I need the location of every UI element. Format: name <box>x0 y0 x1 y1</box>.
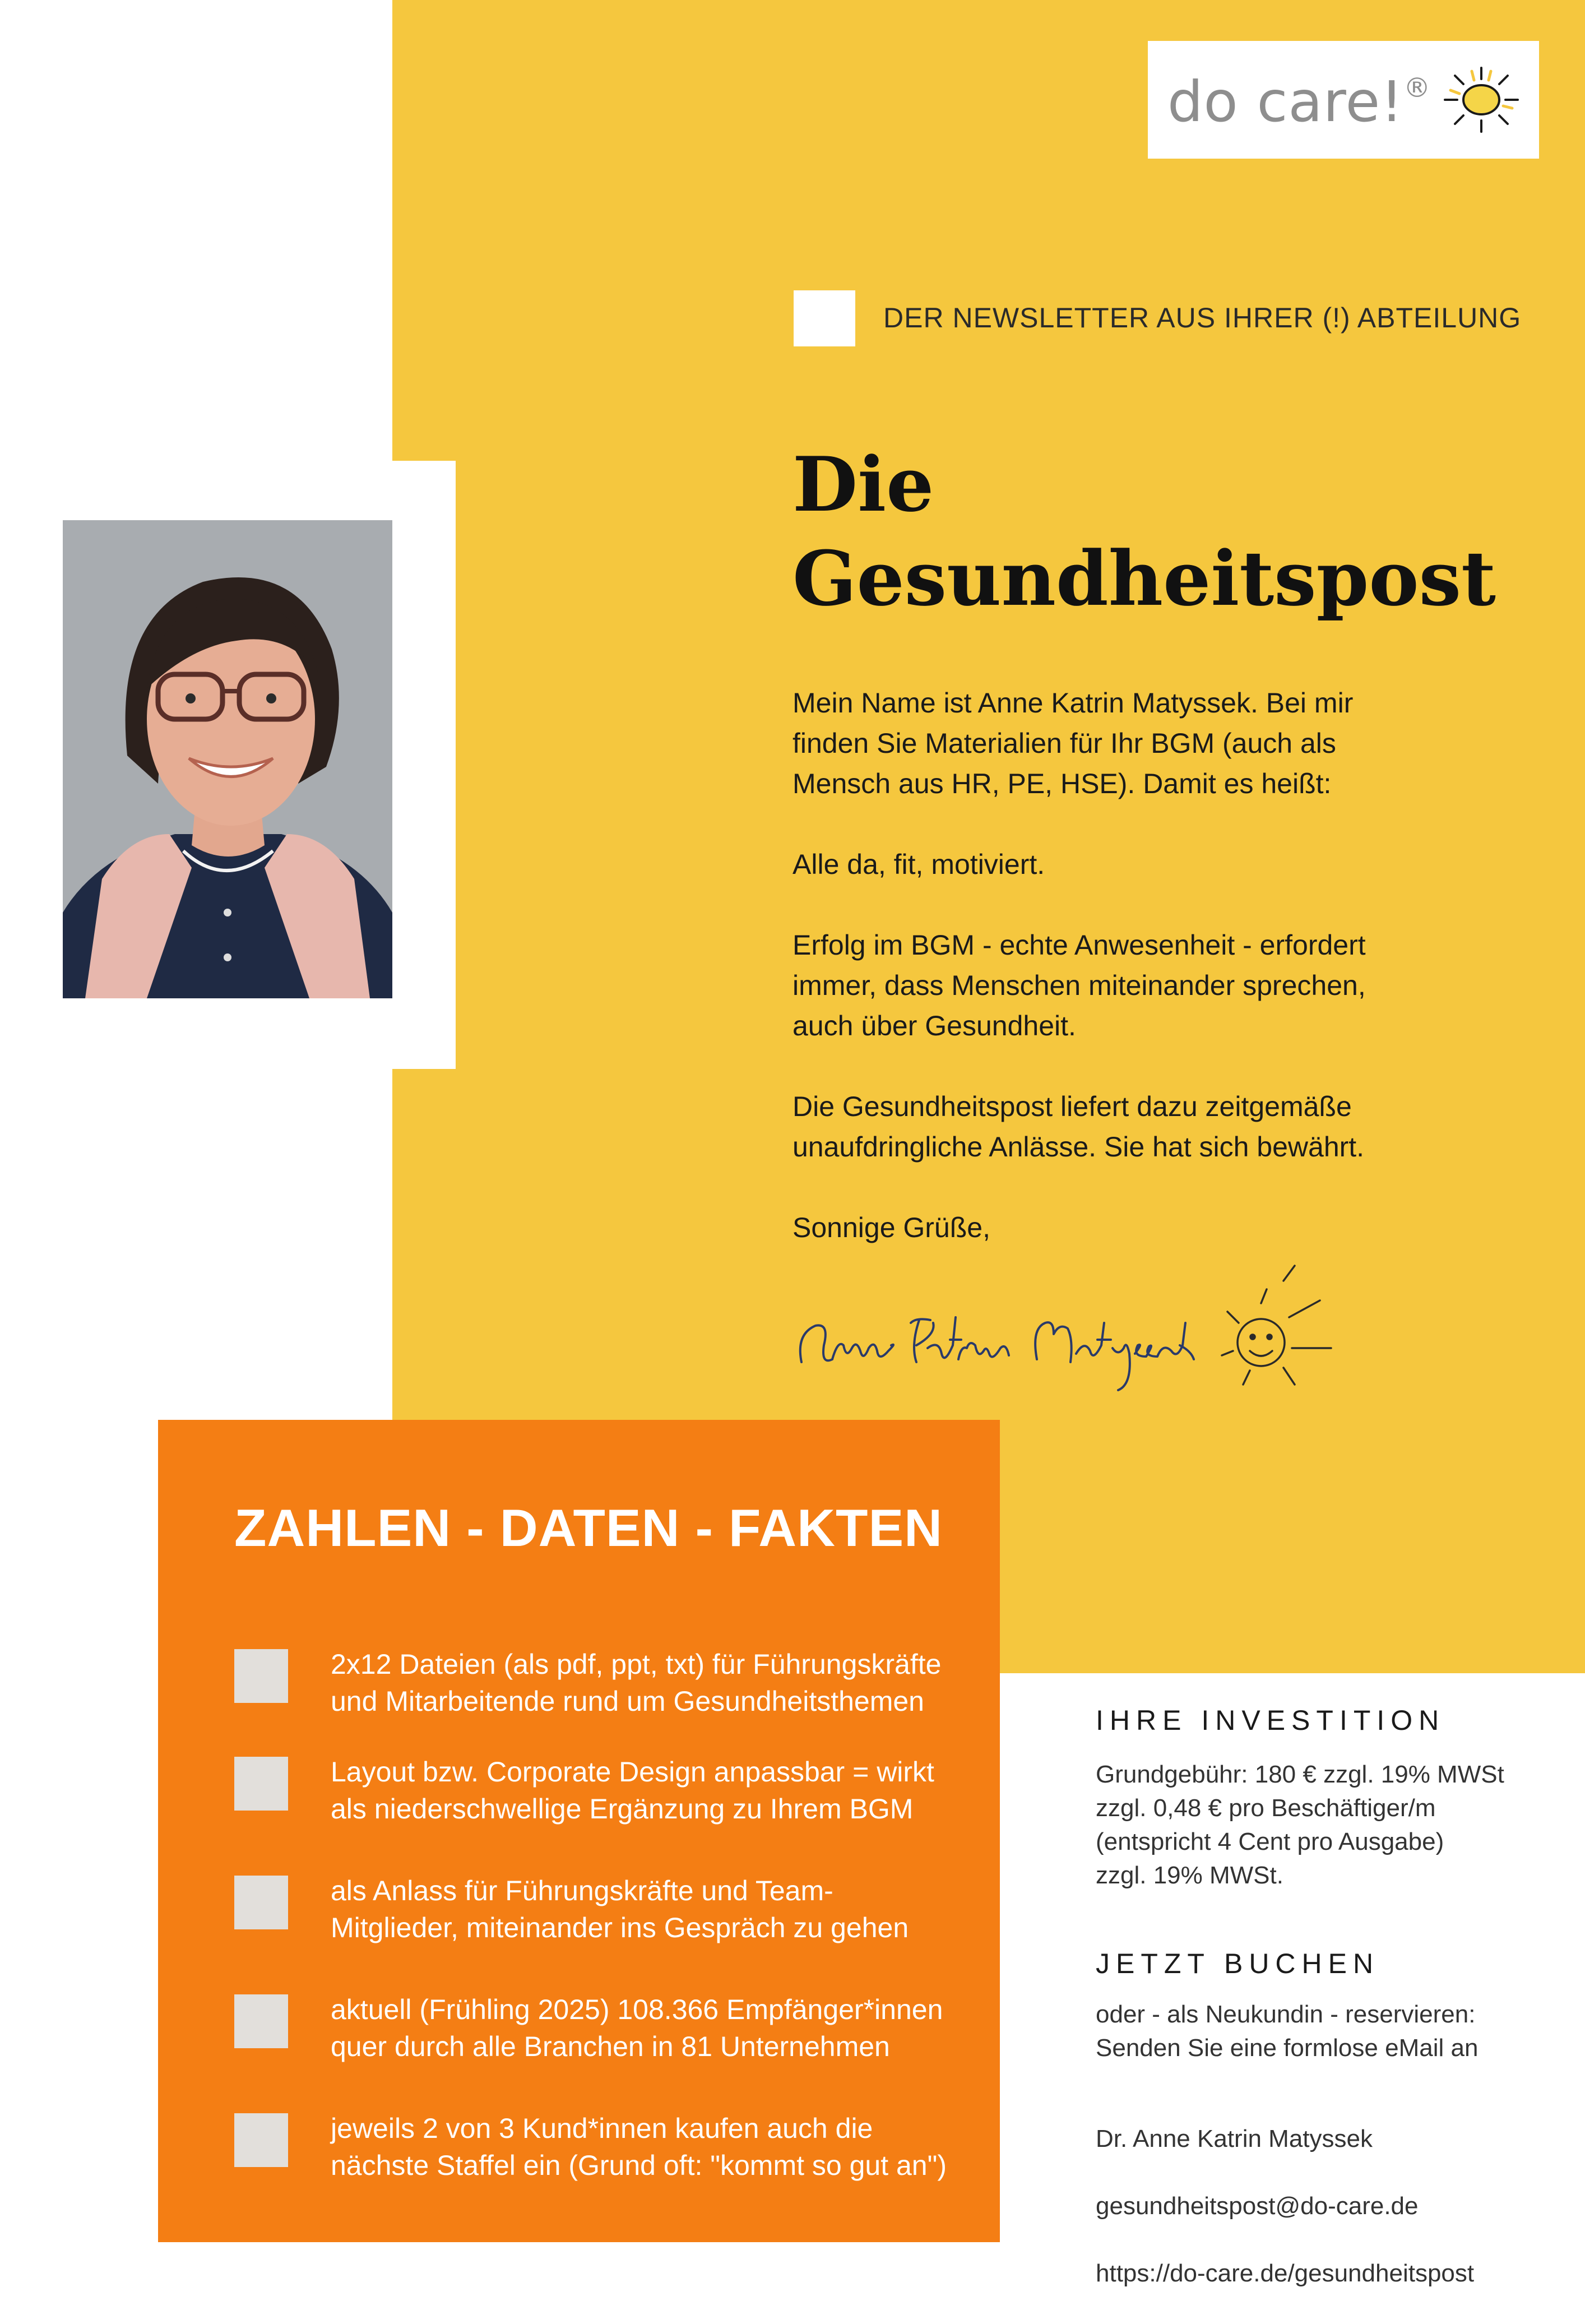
intro-paragraph-2: Alle da, fit, motiviert. <box>792 849 1045 880</box>
contact-email[interactable]: gesundheitspost@do-care.de <box>1096 2192 1419 2220</box>
title-line-1: Die <box>792 440 934 529</box>
newsletter-tagline: DER NEWSLETTER AUS IHRER (!) ABTEILUNG <box>883 302 1522 334</box>
fact-text: aktuell (Frühling 2025) 108.366 Empfänger*innen quer durch alle Branchen in 81 Unternehmen <box>331 1994 943 2062</box>
fact-item <box>234 1991 985 2081</box>
intro-paragraph-3: Erfolg im BGM - echte Anwesenheit - erfordert immer, dass Menschen miteinander sprechen, auch über Gesundheit. <box>792 929 1366 1041</box>
title-line-2: Gesundheitspost <box>792 534 1496 623</box>
fact-item <box>234 1872 985 1962</box>
portrait-illustration <box>63 520 392 998</box>
booking-heading: JETZT BUCHEN <box>1096 1948 1380 1979</box>
fact-text: Layout bzw. Corporate Design anpassbar = wirkt als niederschwellige Ergänzung zu Ihrem BGM <box>331 1756 934 1825</box>
investment-heading: IHRE INVESTITION <box>1096 1705 1445 1736</box>
checkbox-square-icon <box>234 1994 288 2048</box>
fact-item <box>234 2110 985 2200</box>
checkbox-square-icon <box>234 1876 288 1929</box>
tagline-marker-box <box>794 290 855 346</box>
handwritten-signature <box>790 1256 1362 1424</box>
logo-wordmark: do care!® <box>1167 69 1431 135</box>
photo-frame-notch <box>392 461 456 1069</box>
contact-block <box>1096 2089 1474 2324</box>
fact-text: jeweils 2 von 3 Kund*innen kaufen auch die nächste Staffel ein (Grund oft: "kommt so gut an") <box>331 2113 947 2181</box>
portrait-photo <box>63 520 392 998</box>
page-title <box>792 437 1496 626</box>
logo-box <box>1148 41 1539 159</box>
checkbox-square-icon <box>234 2113 288 2167</box>
booking-text: oder - als Neukundin - reservieren: Senden Sie eine formlose eMail an <box>1096 2001 1479 2062</box>
contact-url[interactable]: https://do-care.de/gesundheitspost <box>1096 2260 1475 2287</box>
facts-title: ZAHLEN - DATEN - FAKTEN <box>234 1498 943 1557</box>
greeting: Sonnige Grüße, <box>792 1212 990 1243</box>
intro-text <box>792 683 1521 1288</box>
contact-name: Dr. Anne Katrin Matyssek <box>1096 2125 1373 2152</box>
fact-text: 2x12 Dateien (als pdf, ppt, txt) für Führungskräfte und Mitarbeitende rund um Gesundheitsthemen <box>331 1649 942 1717</box>
checkbox-square-icon <box>234 1757 288 1811</box>
intro-paragraph-4: Die Gesundheitspost liefert dazu zeitgemäße unaufdringliche Anlässe. Sie hat sich bewährt. <box>792 1091 1365 1163</box>
fact-item <box>234 1646 985 1735</box>
investment-text: Grundgebühr: 180 € zzgl. 19% MWSt zzgl. 0,48 € pro Beschäftiger/m (entspricht 4 Cent pro Ausgabe) zzgl. 19% MWSt. <box>1096 1761 1504 1889</box>
fact-text: als Anlass für Führungskräfte und Team- Mitglieder, miteinander ins Gespräch zu gehen <box>331 1875 909 1943</box>
checkbox-square-icon <box>234 1649 288 1703</box>
sun-icon <box>1439 63 1523 136</box>
fact-item <box>234 1753 985 1843</box>
intro-paragraph-1: Mein Name ist Anne Katrin Matyssek. Bei mir finden Sie Materialien für Ihr BGM (auch als Mensch aus HR, PE, HSE). Damit es heißt: <box>792 687 1354 799</box>
